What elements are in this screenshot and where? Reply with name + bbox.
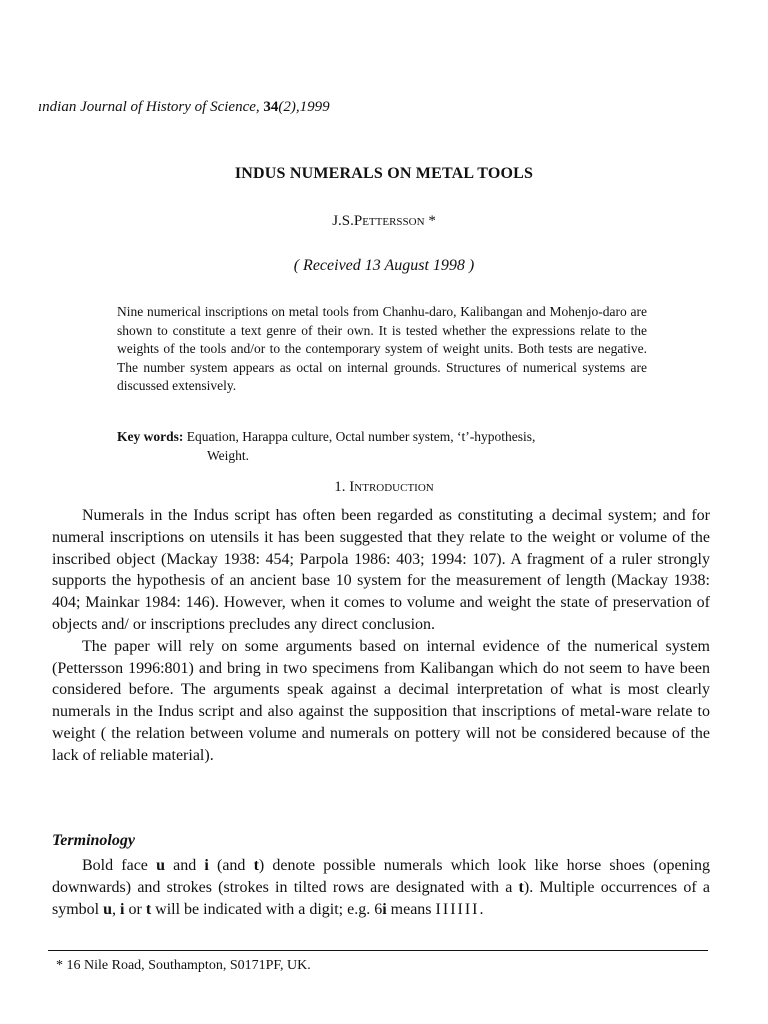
author-footnote-marker: * [424, 213, 436, 229]
terminology-body [52, 855, 710, 920]
terminology-paragraph: Bold face u and i (and t) denote possible numerals which look like horse shoes (opening downwards) and strokes (strokes in tilted rows are designated with a t). Multiple occurrences of a symbol u, i or t will be indicated with a digit; e.g. 6i means IIIIII. [52, 857, 711, 918]
paper-title: INDUS NUMERALS ON METAL TOOLS [234, 165, 534, 182]
author-line [0, 213, 768, 230]
journal-volume: 34 [263, 99, 279, 115]
section-heading-introduction [0, 479, 768, 496]
terminology-heading: Terminology [52, 832, 135, 849]
keywords-line2: Weight. [207, 447, 250, 463]
journal-issue-year: (2),1999 [278, 99, 330, 115]
author-surname: Pettersson [353, 213, 425, 229]
section-number: 1. [334, 479, 350, 495]
keywords [117, 428, 657, 465]
section-title: Introduction [349, 479, 434, 495]
footnote-address: * 16 Nile Road, Southampton, S0171PF, UK. [56, 958, 311, 973]
keywords-label: Key words: [117, 429, 184, 444]
abstract: Nine numerical inscriptions on metal tools from Chanhu-daro, Kalibangan and Mohenjo-daro are shown to constitute a text genre of their own. It is tested whether the expressions relate to the weights of the tools and/or to the contemporary system of weight units. Both tests are negative. The number system appears as octal on internal grounds. Structures of numerical systems are discussed extensively. [117, 304, 647, 394]
introduction-body [52, 505, 710, 767]
paragraph-1: Numerals in the Indus script has often been regarded as constituting a decimal system; and for numeral inscriptions on utensils it has been suggested that they relate to the weight or volume of the inscribed object (Mackay 1938: 454; Parpola 1986: 403; 1994: 107). A fragment of a ruler strongly supports the hypothesis of an ancient base 10 system for the measurement of length (Mackay 1938: 404; Mainkar 1984: 146). However, when it comes to volume and weight the state of preservation of objects and/ or inscriptions precludes any direct conclusion. [52, 507, 710, 633]
keywords-line1: Equation, Harappa culture, Octal number system, ‘t’-hypothesis, [186, 429, 536, 444]
paragraph-2: The paper will rely on some arguments based on internal evidence of the numerical system (Pettersson 1996:801) and bring in two specimens from Kalibangan which do not seem to have been considered before. The arguments speak against a decimal interpretation of what is most clearly numerals in the Indus script and also against the supposition that inscriptions of metal-ware relate to weight ( the relation between volume and numerals on pottery will not be considered because of the lack of reliable material). [52, 637, 710, 764]
footnote-divider [48, 950, 708, 951]
journal-name: ındian Journal of History of Science, [38, 99, 260, 115]
author-initials: J.S. [332, 213, 354, 229]
received-date: ( Received 13 August 1998 ) [293, 257, 475, 274]
stroke-symbols: IIIIII [435, 900, 480, 918]
journal-citation [38, 99, 330, 116]
